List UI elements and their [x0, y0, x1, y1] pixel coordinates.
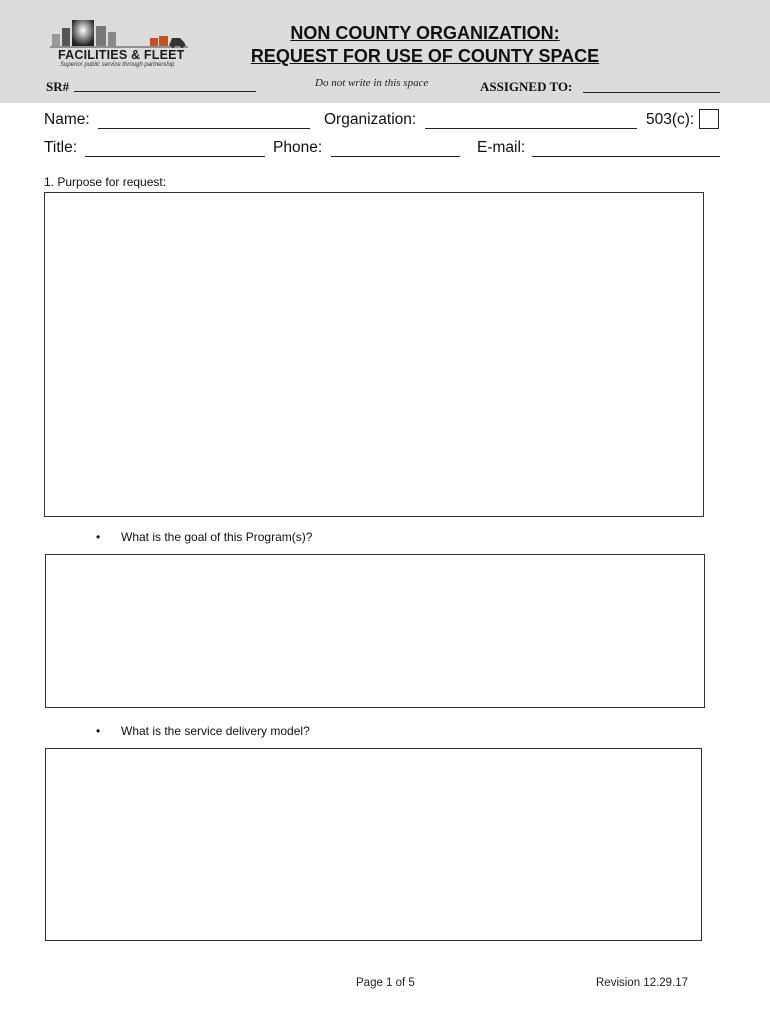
purpose-textarea[interactable] [44, 192, 704, 517]
assigned-to-label: ASSIGNED TO: [480, 79, 573, 94]
sr-label: SR# [46, 79, 70, 94]
assigned-to-field[interactable] [583, 92, 720, 93]
facilities-fleet-logo [46, 18, 196, 74]
do-not-write-note: Do not write in this space [315, 77, 429, 89]
delivery-textarea[interactable] [45, 748, 702, 941]
goal-label: What is the goal of this Program(s)? [121, 530, 313, 544]
title-label: Title: [44, 139, 78, 156]
name-label: Name: [44, 111, 90, 128]
503c-checkbox[interactable] [699, 109, 719, 129]
phone-field[interactable] [331, 156, 460, 157]
logo-text: FACILITIES & FLEET [58, 48, 185, 62]
delivery-label: What is the service delivery model? [121, 724, 310, 738]
title-field[interactable] [85, 156, 265, 157]
revision-note: Revision 12.29.17 [596, 977, 689, 989]
goal-textarea[interactable] [45, 554, 705, 708]
purpose-label: 1. Purpose for request: [44, 175, 167, 189]
organization-label: Organization: [324, 111, 417, 128]
title-line-2: REQUEST FOR USE OF COUNTY SPACE [250, 46, 600, 66]
goal-bullet: • [96, 530, 101, 544]
503c-label: 503(c): [646, 111, 695, 128]
email-field[interactable] [532, 156, 720, 157]
name-field[interactable] [98, 128, 310, 129]
email-label: E-mail: [477, 139, 526, 156]
logo-tagline: Superior public service through partnership [60, 62, 175, 68]
phone-label: Phone: [273, 139, 323, 156]
delivery-bullet: • [96, 724, 101, 738]
sr-field[interactable] [74, 91, 256, 92]
organization-field[interactable] [425, 128, 637, 129]
page-number: Page 1 of 5 [356, 977, 415, 989]
form-title [220, 22, 630, 68]
title-line-1: NON COUNTY ORGANIZATION: [290, 23, 560, 43]
